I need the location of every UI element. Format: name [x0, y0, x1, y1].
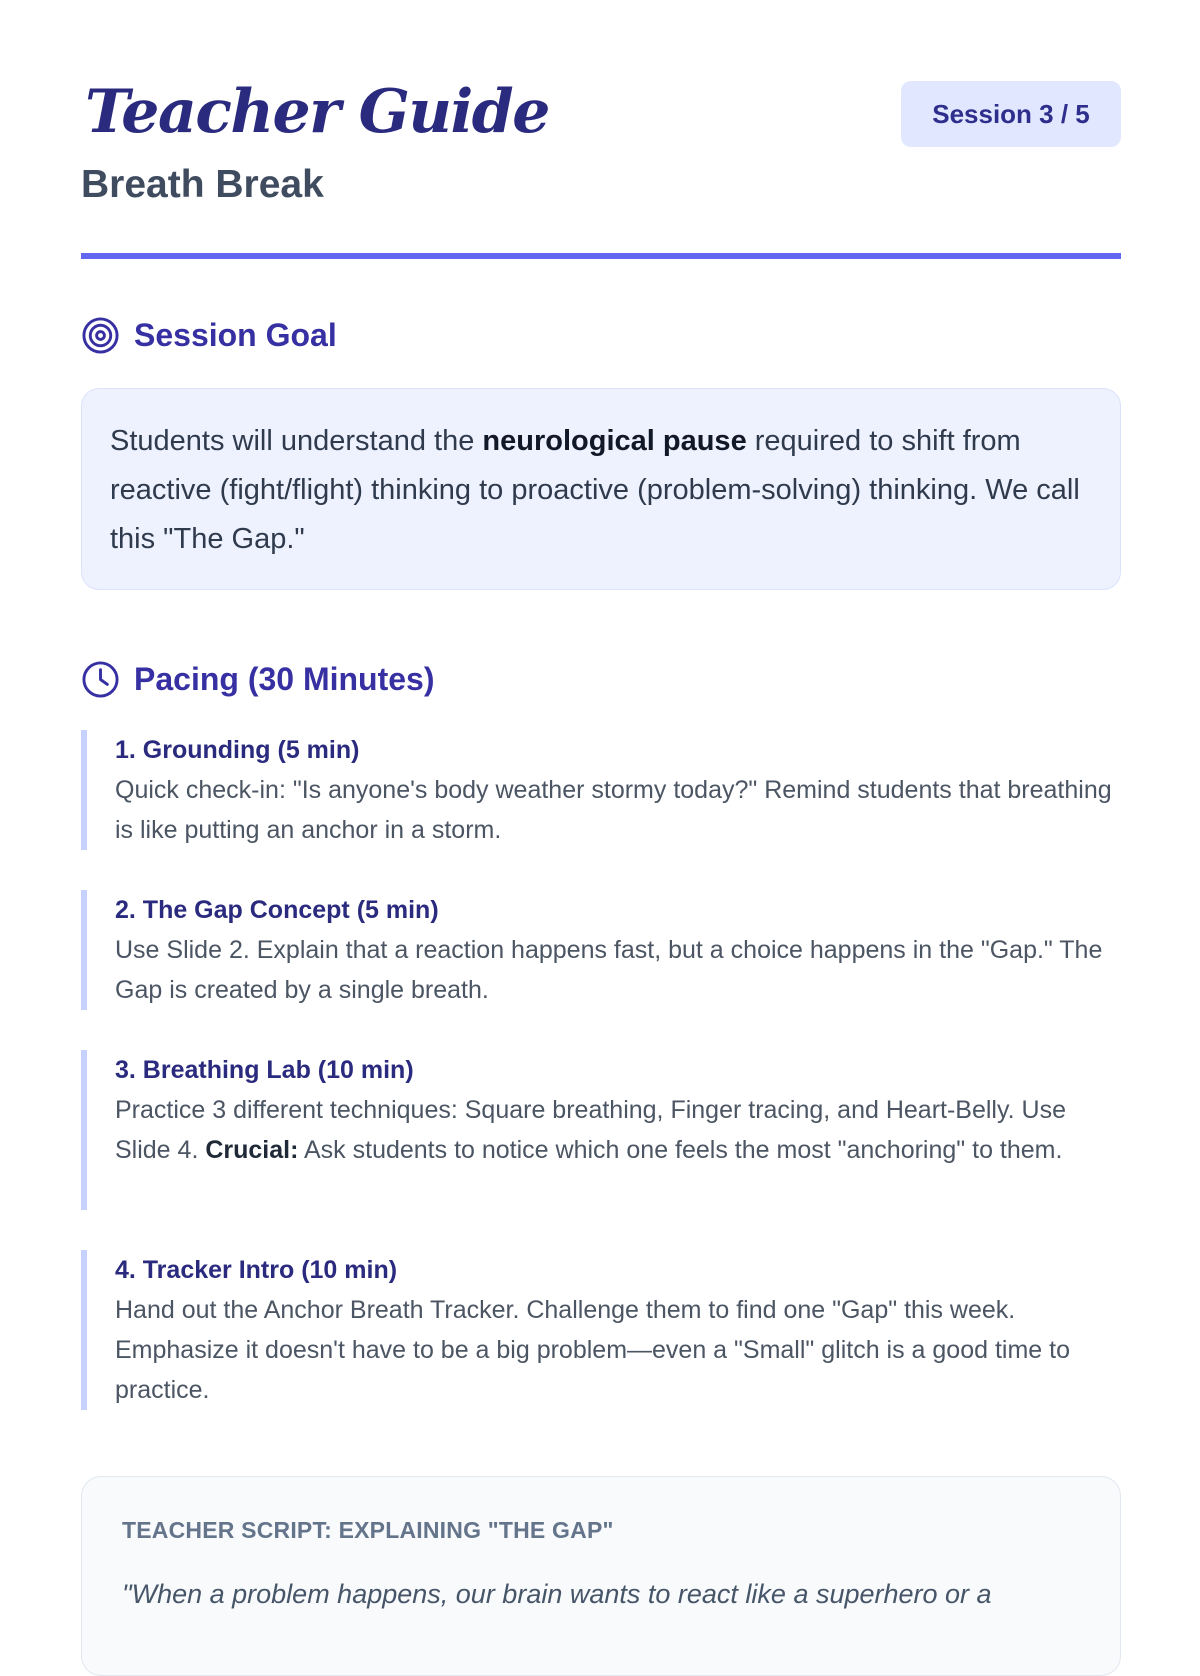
step-title: 4. Tracker Intro (10 min): [115, 1256, 398, 1284]
session-badge: Session 3 / 5: [901, 81, 1121, 147]
teacher-script-box: [81, 1476, 1121, 1676]
teacher-script-text: "When a problem happens, our brain wants to react like a superhero or a: [122, 1579, 992, 1609]
goal-text-start: Students will understand the: [110, 425, 483, 457]
pacing-step: [81, 890, 1121, 1010]
step-title: 2. The Gap Concept (5 min): [115, 896, 439, 924]
step-body-start: Practice 3 different techniques: Square breathing, Finger tracing, and Heart-Belly. Use Slide 4.: [115, 1096, 1066, 1164]
step-body: Use Slide 2. Explain that a reaction happens fast, but a choice happens in the "Gap." The Gap is created by a single breath.: [115, 936, 1103, 1004]
header-divider: [81, 253, 1121, 259]
page-title: Teacher Guide: [85, 77, 549, 147]
session-goal-box: [81, 388, 1121, 590]
teacher-guide-page: [81, 0, 1121, 1609]
page-subtitle: Breath Break: [81, 163, 324, 206]
step-body-emphasis: Crucial:: [205, 1136, 299, 1164]
clock-icon: [81, 660, 120, 699]
step-body-end: Ask students to notice which one feels the most "anchoring" to them.: [298, 1136, 1063, 1164]
pacing-step: [81, 1250, 1121, 1410]
goal-text-end: required to shift from reactive (fight/flight) thinking to proactive (problem-solving) thinking. We call this "The Gap.": [110, 425, 1080, 555]
step-title: 1. Grounding (5 min): [115, 736, 360, 764]
pacing-step: [81, 1050, 1121, 1210]
pacing-step: [81, 730, 1121, 850]
page-header: [81, 0, 1121, 262]
pacing-heading: [81, 660, 435, 699]
session-goal-label: Session Goal: [134, 317, 337, 353]
teacher-script-label: TEACHER SCRIPT: EXPLAINING "THE GAP": [122, 1517, 614, 1543]
step-title: 3. Breathing Lab (10 min): [115, 1056, 414, 1084]
step-body: [115, 1090, 1121, 1170]
pacing-label: Pacing (30 Minutes): [134, 661, 435, 697]
session-goal-heading: [81, 316, 337, 355]
step-body: Hand out the Anchor Breath Tracker. Challenge them to find one "Gap" this week. Emphasize it doesn't have to be a big problem—even a "Small" glitch is a good time to practice.: [115, 1296, 1070, 1404]
target-icon: [81, 316, 120, 355]
goal-text-emphasis: neurological pause: [482, 425, 747, 457]
step-body: Quick check-in: "Is anyone's body weather stormy today?" Remind students that breathing is like putting an anchor in a storm.: [115, 776, 1112, 844]
